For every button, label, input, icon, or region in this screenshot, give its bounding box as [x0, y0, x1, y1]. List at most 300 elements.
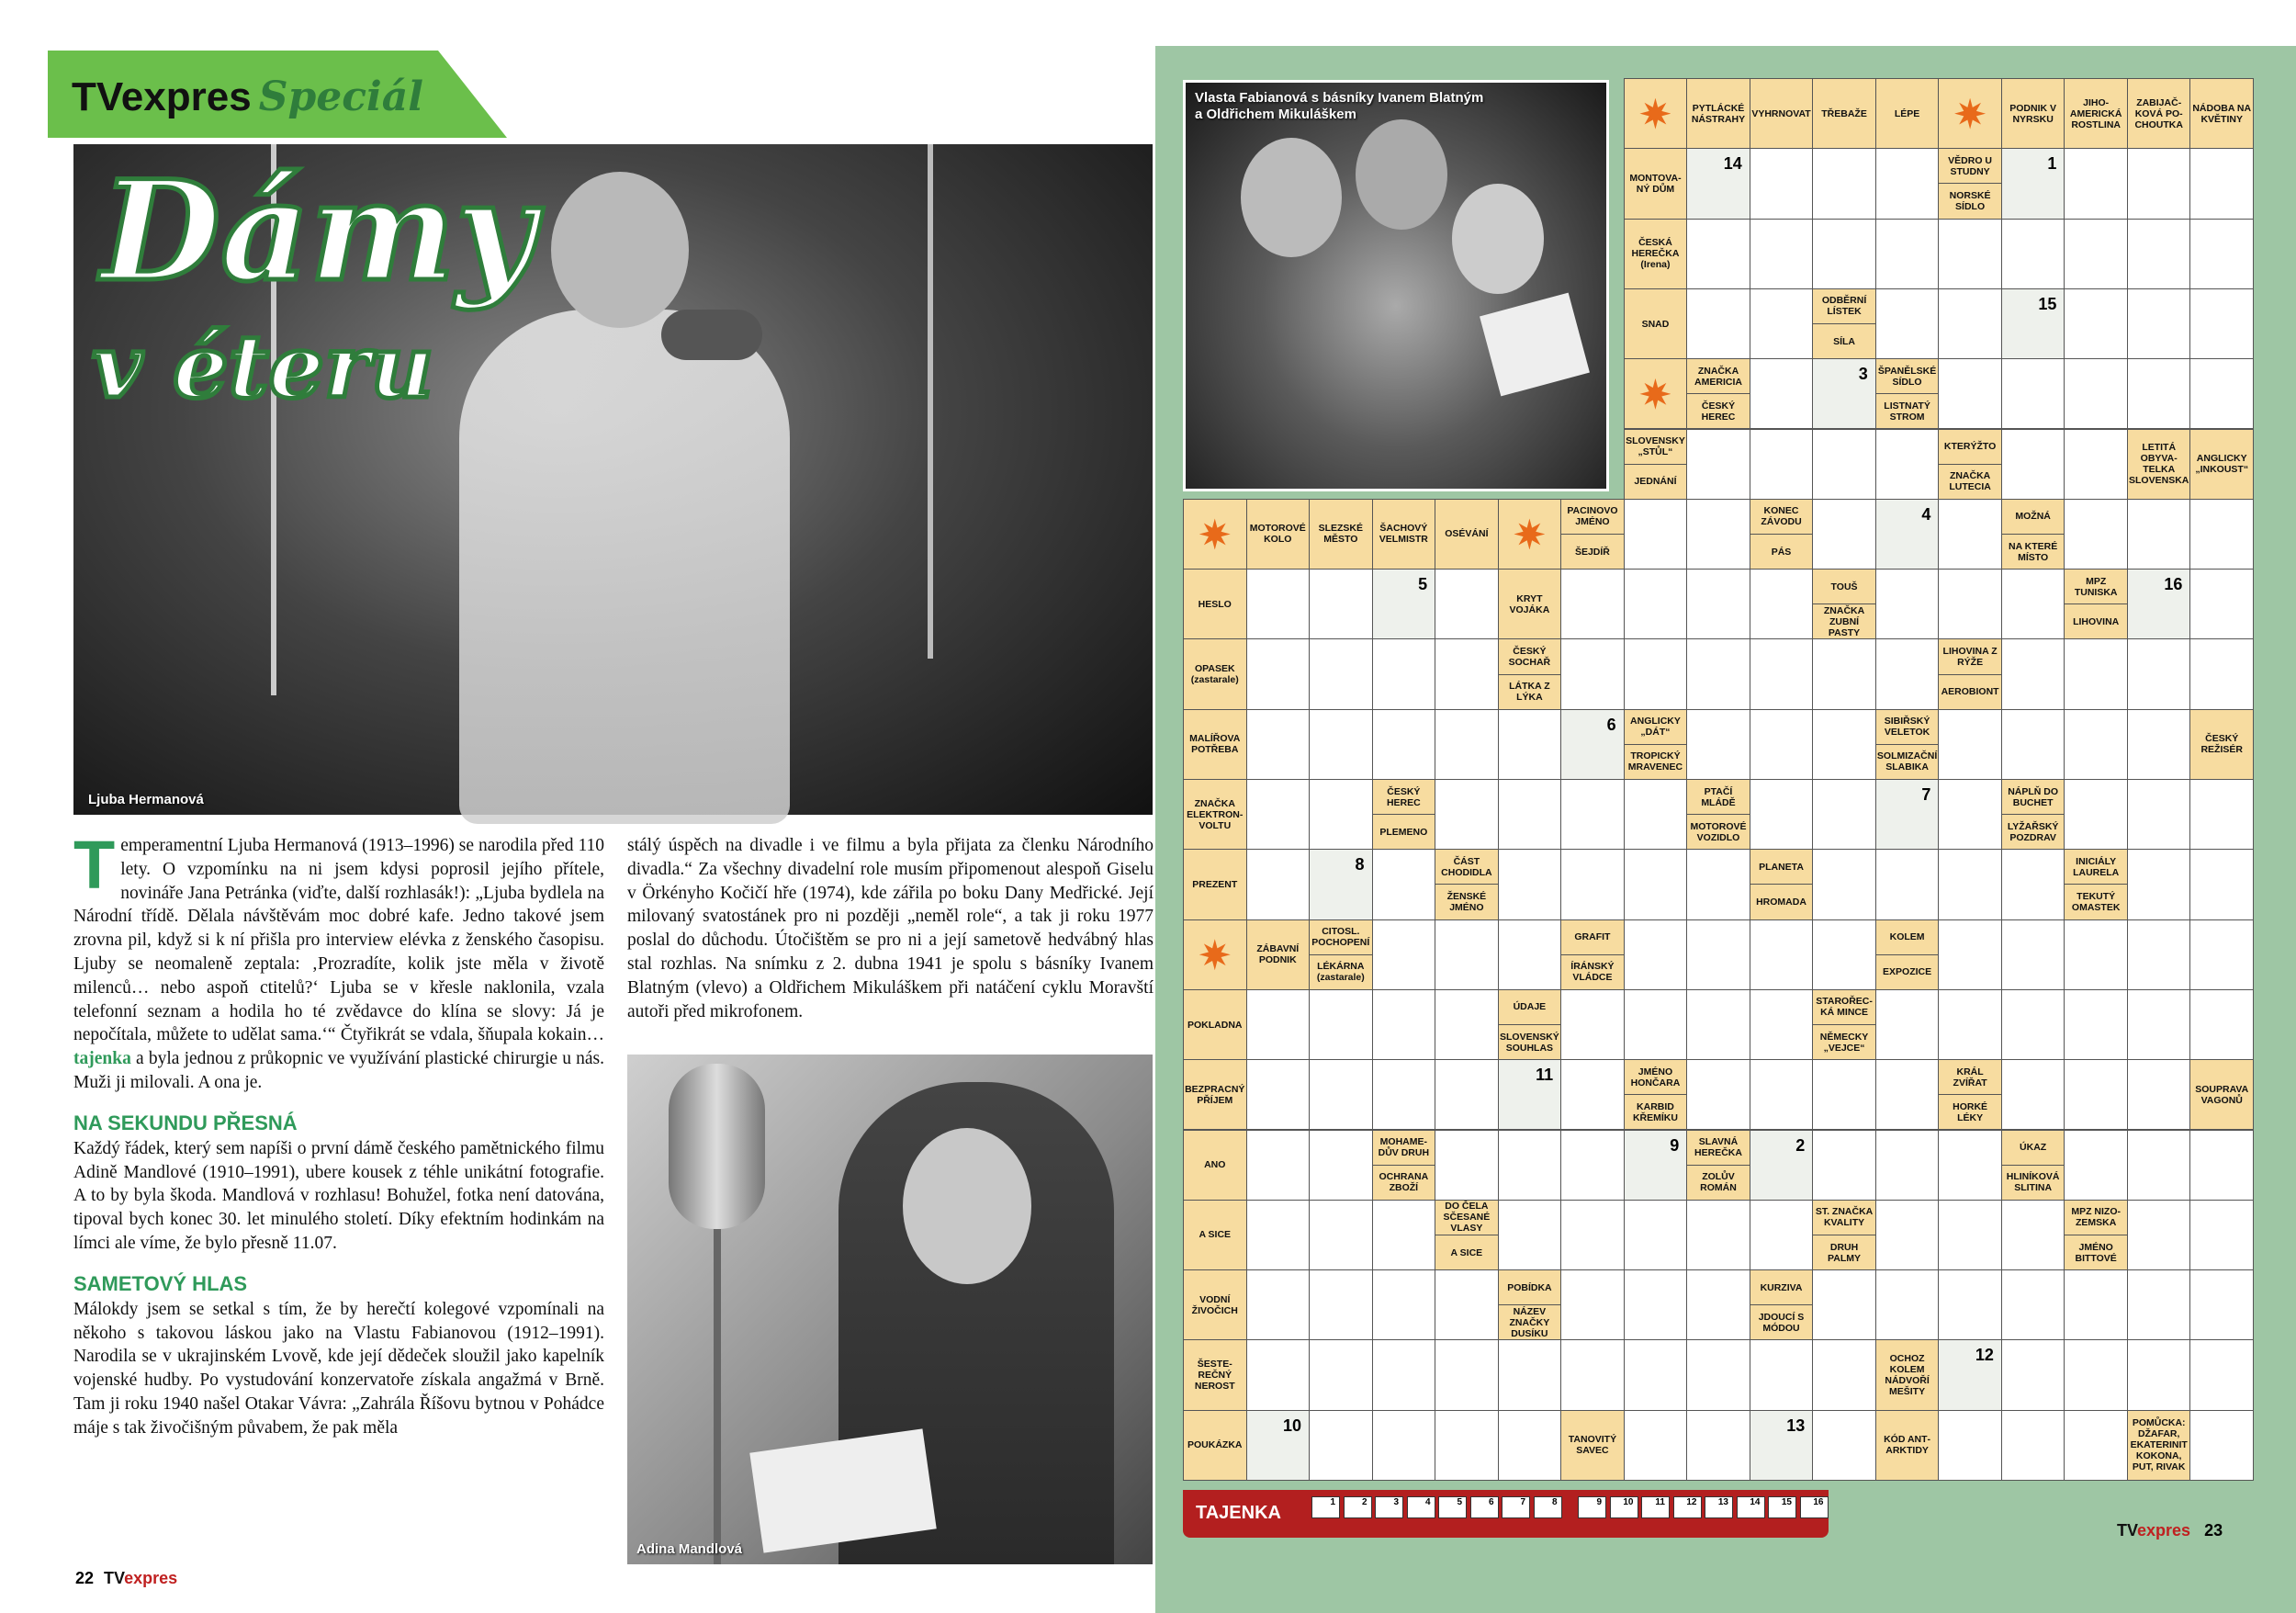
crossword-answer-cell[interactable]	[1246, 1200, 1311, 1270]
crossword-answer-cell[interactable]	[2127, 1339, 2191, 1410]
figure-head	[551, 172, 689, 328]
crossword-answer-cell[interactable]	[1435, 709, 1499, 780]
crossword-answer-cell[interactable]	[1435, 1339, 1499, 1410]
crossword-answer-cell[interactable]	[2001, 1269, 2065, 1340]
crossword-answer-cell[interactable]	[2001, 849, 2065, 919]
crossword-answer-cell[interactable]	[1750, 1059, 1814, 1130]
crossword-answer-cell[interactable]	[1309, 1200, 1373, 1270]
crossword-clue-cell	[1624, 288, 1688, 359]
crossword-answer-cell[interactable]	[1875, 429, 1940, 500]
crossword-numbered-cell[interactable]	[1750, 1410, 1814, 1481]
crossword-answer-cell[interactable]	[2189, 1339, 2254, 1410]
crossword-answer-cell[interactable]	[1812, 499, 1876, 570]
crossword-answer-cell[interactable]	[1309, 779, 1373, 850]
sun-icon-cell	[1938, 78, 2002, 149]
crossword-answer-cell[interactable]	[1309, 569, 1373, 639]
crossword-answer-cell[interactable]	[2127, 638, 2191, 709]
clue-text: SLOVENSKÝ SOUHLAS	[1499, 1024, 1561, 1059]
crossword-answer-cell[interactable]	[2189, 1130, 2254, 1201]
crossword-answer-cell[interactable]	[1686, 288, 1750, 359]
crossword-answer-cell[interactable]	[1560, 1339, 1625, 1410]
clue-text: NA KTERÉ MÍSTO	[2002, 534, 2065, 569]
crossword-answer-cell[interactable]	[1750, 429, 1814, 500]
crossword-answer-cell[interactable]	[1309, 638, 1373, 709]
crossword-answer-cell[interactable]	[1309, 709, 1373, 780]
crossword-answer-cell[interactable]	[2064, 1339, 2128, 1410]
cell-number: 2	[1795, 1135, 1806, 1155]
crossword-clue-cell	[1498, 569, 1562, 639]
crossword-numbered-cell[interactable]	[1498, 1059, 1562, 1130]
tajenka-box[interactable]: 6	[1470, 1496, 1499, 1518]
crossword-answer-cell[interactable]	[2001, 638, 2065, 709]
crossword-answer-cell[interactable]	[2064, 709, 2128, 780]
crossword-answer-cell[interactable]	[1560, 1130, 1625, 1201]
crossword-answer-cell[interactable]	[1750, 358, 1814, 429]
figure-body	[459, 310, 790, 824]
crossword-answer-cell[interactable]	[1875, 1200, 1940, 1270]
crossword-answer-cell[interactable]	[1938, 288, 2002, 359]
crossword-answer-cell[interactable]	[1372, 709, 1436, 780]
crossword-answer-cell[interactable]	[2064, 989, 2128, 1060]
crossword-answer-cell[interactable]	[1875, 1130, 1940, 1201]
crossword-numbered-cell[interactable]	[2001, 288, 2065, 359]
crossword-answer-cell[interactable]	[1812, 1269, 1876, 1340]
crossword-answer-cell[interactable]	[2064, 429, 2128, 500]
crossword-answer-cell[interactable]	[2001, 989, 2065, 1060]
crossword-answer-cell[interactable]	[2064, 1059, 2128, 1130]
crossword-answer-cell[interactable]	[1812, 1410, 1876, 1481]
crossword-answer-cell[interactable]	[1309, 989, 1373, 1060]
crossword-answer-cell[interactable]	[1750, 148, 1814, 219]
crossword-answer-cell[interactable]	[1875, 638, 1940, 709]
crossword-answer-cell[interactable]	[2127, 148, 2191, 219]
crossword-answer-cell[interactable]	[1686, 1410, 1750, 1481]
crossword-answer-cell[interactable]	[1498, 779, 1562, 850]
crossword-answer-cell[interactable]	[1624, 989, 1688, 1060]
crossword-answer-cell[interactable]	[2001, 219, 2065, 289]
crossword-answer-cell[interactable]	[1812, 1339, 1876, 1410]
crossword-answer-cell[interactable]	[1686, 499, 1750, 570]
crossword-answer-cell[interactable]	[2064, 499, 2128, 570]
crossword-answer-cell[interactable]	[1560, 1200, 1625, 1270]
crossword-answer-cell[interactable]	[2189, 1269, 2254, 1340]
brand-expres: expres	[120, 74, 252, 119]
crossword-answer-cell[interactable]	[1812, 429, 1876, 500]
crossword-answer-cell[interactable]	[2001, 1200, 2065, 1270]
crossword-answer-cell[interactable]	[2064, 148, 2128, 219]
cell-number: 16	[2164, 575, 2183, 594]
crossword-numbered-cell[interactable]	[1938, 1339, 2002, 1410]
crossword-answer-cell[interactable]	[1938, 989, 2002, 1060]
crossword-answer-cell[interactable]	[2001, 919, 2065, 990]
folio-brand-tv: TV	[104, 1569, 125, 1587]
article-column-2	[627, 834, 1154, 1023]
crossword-numbered-cell[interactable]	[1309, 849, 1373, 919]
crossword-answer-cell[interactable]	[2189, 779, 2254, 850]
clue-text: ČÁST CHODIDLA	[1441, 855, 1492, 878]
crossword-answer-cell[interactable]	[2189, 638, 2254, 709]
clue-text: ČESKÁ HEREČKA (Irena)	[1631, 237, 1680, 271]
crossword-answer-cell[interactable]	[1812, 148, 1876, 219]
crossword-answer-cell[interactable]	[1875, 1059, 1940, 1130]
crossword-answer-cell[interactable]	[1812, 849, 1876, 919]
crossword-answer-cell[interactable]	[2127, 1200, 2191, 1270]
crossword-answer-cell[interactable]	[2127, 358, 2191, 429]
crossword-clue-cell	[1875, 78, 1940, 149]
crossword-clue-cell	[1309, 499, 1373, 570]
crossword-answer-cell[interactable]	[1686, 569, 1750, 639]
crossword-answer-cell[interactable]	[1938, 779, 2002, 850]
crossword-answer-cell[interactable]	[1624, 849, 1688, 919]
tajenka-box[interactable]: 3	[1375, 1496, 1403, 1518]
crossword-numbered-cell[interactable]	[1686, 148, 1750, 219]
crossword-answer-cell[interactable]	[1624, 1339, 1688, 1410]
crossword-clue-cell	[1812, 288, 1876, 359]
tajenka-box[interactable]: 10	[1610, 1496, 1638, 1518]
crossword-answer-cell[interactable]	[1938, 849, 2002, 919]
crossword-clue-cell	[1624, 219, 1688, 289]
crossword-numbered-cell[interactable]	[1560, 709, 1625, 780]
crossword-answer-cell[interactable]	[1246, 849, 1311, 919]
crossword-answer-cell[interactable]	[1498, 1130, 1562, 1201]
crossword-answer-cell[interactable]	[1435, 1130, 1499, 1201]
crossword-answer-cell[interactable]	[1372, 989, 1436, 1060]
clue-text: KÓD ANTARKTIDY	[1884, 1434, 1931, 1457]
crossword-answer-cell[interactable]	[1750, 779, 1814, 850]
crossword-answer-cell[interactable]	[1372, 919, 1436, 990]
cell-number: 3	[1858, 365, 1868, 384]
crossword-answer-cell[interactable]	[1624, 569, 1688, 639]
crossword-clue-cell	[1938, 148, 2002, 219]
tajenka-box[interactable]: 11	[1641, 1496, 1670, 1518]
crossword-answer-cell[interactable]	[2001, 569, 2065, 639]
crossword-answer-cell[interactable]	[2189, 849, 2254, 919]
crossword-answer-cell[interactable]	[1435, 638, 1499, 709]
crossword-answer-cell[interactable]	[1246, 1059, 1311, 1130]
crossword-clue-cell	[1183, 638, 1247, 709]
crossword-answer-cell[interactable]	[2127, 1059, 2191, 1130]
crossword-clue-cell	[1875, 1339, 1940, 1410]
clue-text: ÚKAZ	[2020, 1142, 2047, 1154]
clue-text: KRYT VOJÁKA	[1509, 592, 1550, 615]
clue-text: ŠACHOVÝ VELMISTR	[1379, 523, 1428, 546]
crossword-answer-cell[interactable]	[2001, 429, 2065, 500]
crossword-answer-cell[interactable]	[2127, 779, 2191, 850]
crossword-answer-cell[interactable]	[1812, 1130, 1876, 1201]
crossword-answer-cell[interactable]	[1624, 779, 1688, 850]
crossword-numbered-cell[interactable]	[2001, 148, 2065, 219]
crossword-answer-cell[interactable]	[2064, 1130, 2128, 1201]
crossword-answer-cell[interactable]	[1246, 638, 1311, 709]
crossword-answer-cell[interactable]	[2127, 709, 2191, 780]
crossword-answer-cell[interactable]	[1812, 919, 1876, 990]
crossword-answer-cell[interactable]	[1498, 1410, 1562, 1481]
clue-text: ŠEJDÍŘ	[1561, 534, 1624, 569]
crossword-answer-cell[interactable]	[1372, 1410, 1436, 1481]
crossword-answer-cell[interactable]	[1246, 1339, 1311, 1410]
crossword-answer-cell[interactable]	[1686, 219, 1750, 289]
crossword-answer-cell[interactable]	[1938, 499, 2002, 570]
crossword-answer-cell[interactable]	[1309, 1130, 1373, 1201]
tajenka-box[interactable]: 2	[1344, 1496, 1372, 1518]
crossword-numbered-cell[interactable]	[1875, 779, 1940, 850]
crossword-answer-cell[interactable]	[2001, 1410, 2065, 1481]
crossword-answer-cell[interactable]	[1938, 919, 2002, 990]
crossword-answer-cell[interactable]	[1372, 849, 1436, 919]
crossword-clue-cell	[1624, 1059, 1688, 1130]
crossword-clue-cell	[1183, 849, 1247, 919]
crossword-answer-cell[interactable]	[1560, 569, 1625, 639]
clue-text: JMÉNO HONČARA	[1630, 1066, 1681, 1088]
crossword-answer-cell[interactable]	[2127, 919, 2191, 990]
crossword-answer-cell[interactable]	[1938, 569, 2002, 639]
crossword-answer-cell[interactable]	[1686, 1339, 1750, 1410]
clue-text: OSÉVÁNÍ	[1445, 528, 1489, 540]
crossword-answer-cell[interactable]	[1750, 569, 1814, 639]
crossword-clue-cell	[1812, 1200, 1876, 1270]
crossword-numbered-cell[interactable]	[1750, 1130, 1814, 1201]
crossword-answer-cell[interactable]	[1246, 1130, 1311, 1201]
crossword-answer-cell[interactable]	[1246, 569, 1311, 639]
clue-text: NÁPLŇ DO BUCHET	[2008, 785, 2059, 808]
crossword-answer-cell[interactable]	[1750, 989, 1814, 1060]
crossword-answer-cell[interactable]	[1812, 779, 1876, 850]
crossword-answer-cell[interactable]	[1686, 1059, 1750, 1130]
clue-text: SLAVNÁ HEREČKA	[1694, 1136, 1742, 1159]
tajenka-box[interactable]: 12	[1673, 1496, 1702, 1518]
crossword-answer-cell[interactable]	[1812, 1059, 1876, 1130]
crossword-answer-cell[interactable]	[1498, 919, 1562, 990]
crossword-answer-cell[interactable]	[1938, 219, 2002, 289]
crossword-answer-cell[interactable]	[2001, 1059, 2065, 1130]
crossword-clue-cell	[1938, 429, 2002, 500]
crossword-answer-cell[interactable]	[1246, 779, 1311, 850]
crossword-clue-cell	[1183, 1339, 1247, 1410]
crossword-answer-cell[interactable]	[1938, 1200, 2002, 1270]
tajenka-box[interactable]: 1	[1311, 1496, 1340, 1518]
crossword-answer-cell[interactable]	[1309, 1269, 1373, 1340]
crossword-answer-cell[interactable]	[1435, 1269, 1499, 1340]
crossword-answer-cell[interactable]	[1560, 779, 1625, 850]
crossword-answer-cell[interactable]	[2127, 219, 2191, 289]
crossword-answer-cell[interactable]	[1372, 638, 1436, 709]
crossword-answer-cell[interactable]	[1938, 358, 2002, 429]
crossword-answer-cell[interactable]	[1435, 919, 1499, 990]
crossword-answer-cell[interactable]	[1686, 638, 1750, 709]
crossword-answer-cell[interactable]	[1812, 638, 1876, 709]
crossword-answer-cell[interactable]	[2189, 989, 2254, 1060]
crossword-answer-cell[interactable]	[1498, 709, 1562, 780]
crossword-answer-cell[interactable]	[2001, 358, 2065, 429]
crossword-numbered-cell[interactable]	[2127, 569, 2191, 639]
crossword-answer-cell[interactable]	[2001, 1339, 2065, 1410]
crossword-answer-cell[interactable]	[1750, 219, 1814, 289]
crossword-answer-cell[interactable]	[2189, 569, 2254, 639]
clue-text: MOTOROVÉ KOLO	[1249, 523, 1306, 546]
clue-text: SÍLA	[1813, 323, 1875, 358]
clue-text: MOŽNÁ	[2015, 511, 2051, 523]
tajenka-box[interactable]: 7	[1502, 1496, 1530, 1518]
crossword-answer-cell[interactable]	[1624, 638, 1688, 709]
crossword-answer-cell[interactable]	[1309, 1059, 1373, 1130]
crossword-answer-cell[interactable]	[1498, 849, 1562, 919]
crossword-clue-cell	[1938, 1059, 2002, 1130]
tajenka-box[interactable]: 15	[1768, 1496, 1796, 1518]
crossword-answer-cell[interactable]	[2127, 288, 2191, 359]
crossword-clue-cell	[1812, 78, 1876, 149]
crossword-answer-cell[interactable]	[2064, 358, 2128, 429]
crossword-answer-cell[interactable]	[1435, 989, 1499, 1060]
crossword-answer-cell[interactable]	[1435, 569, 1499, 639]
crossword-answer-cell[interactable]	[1624, 1200, 1688, 1270]
crossword-answer-cell[interactable]	[2127, 849, 2191, 919]
clue-text: PLANETA	[1759, 861, 1804, 873]
crossword-answer-cell[interactable]	[2127, 499, 2191, 570]
crossword-answer-cell[interactable]	[2064, 288, 2128, 359]
folio-brand-expres: expres	[124, 1569, 178, 1587]
crossword-answer-cell[interactable]	[1686, 709, 1750, 780]
crossword-answer-cell[interactable]	[1938, 709, 2002, 780]
crossword-answer-cell[interactable]	[2064, 1269, 2128, 1340]
photo3-caption-line-1: Vlasta Fabianová s básníky Ivanem Blatným	[1195, 90, 1484, 106]
crossword-answer-cell[interactable]	[1750, 709, 1814, 780]
crossword-answer-cell[interactable]	[1560, 638, 1625, 709]
crossword-answer-cell[interactable]	[1686, 1200, 1750, 1270]
crossword-answer-cell[interactable]	[2127, 1269, 2191, 1340]
crossword-answer-cell[interactable]	[2064, 919, 2128, 990]
crossword-answer-cell[interactable]	[2189, 919, 2254, 990]
crossword-answer-cell[interactable]	[1812, 219, 1876, 289]
clue-text: JMÉNO BITTOVÉ	[2065, 1235, 2127, 1269]
crossword-clue-cell	[2064, 849, 2128, 919]
crossword-answer-cell[interactable]	[2189, 358, 2254, 429]
crossword-answer-cell[interactable]	[1875, 989, 1940, 1060]
crossword-answer-cell[interactable]	[1560, 989, 1625, 1060]
crossword-clue-cell	[1498, 638, 1562, 709]
crossword-answer-cell[interactable]	[1875, 288, 1940, 359]
clue-text: LIHOVINA Z RÝŽE	[1942, 645, 1998, 668]
crossword-answer-cell[interactable]	[1686, 849, 1750, 919]
clue-text: DRUH PALMY	[1813, 1235, 1875, 1269]
crossword-numbered-cell[interactable]	[1812, 358, 1876, 429]
crossword-answer-cell[interactable]	[1686, 919, 1750, 990]
crossword-answer-cell[interactable]	[1560, 1269, 1625, 1340]
crossword-answer-cell[interactable]	[1875, 219, 1940, 289]
tajenka-box[interactable]: 9	[1578, 1496, 1606, 1518]
crossword-answer-cell[interactable]	[1246, 709, 1311, 780]
crossword-clue-cell	[1435, 499, 1499, 570]
crossword-answer-cell[interactable]	[1875, 569, 1940, 639]
crossword-answer-cell[interactable]	[1560, 1059, 1625, 1130]
tajenka-box[interactable]: 4	[1407, 1496, 1435, 1518]
crossword-answer-cell[interactable]	[1372, 1200, 1436, 1270]
crossword-answer-cell[interactable]	[1372, 1269, 1436, 1340]
crossword-answer-cell[interactable]	[2127, 989, 2191, 1060]
crossword-numbered-cell[interactable]	[1875, 499, 1940, 570]
clue-text: SLEZSKÉ MĚSTO	[1318, 523, 1364, 546]
crossword-answer-cell[interactable]	[1624, 1269, 1688, 1340]
crossword-answer-cell[interactable]	[1750, 638, 1814, 709]
clue-text: TEKUTÝ OMASTEK	[2065, 884, 2127, 919]
crossword-answer-cell[interactable]	[1750, 1200, 1814, 1270]
crossword-answer-cell[interactable]	[1875, 849, 1940, 919]
crossword-clue-cell	[2064, 569, 2128, 639]
crossword-answer-cell[interactable]	[1560, 849, 1625, 919]
crossword-numbered-cell[interactable]	[1246, 1410, 1311, 1481]
crossword-answer-cell[interactable]	[2127, 1130, 2191, 1201]
crossword-answer-cell[interactable]	[1435, 1059, 1499, 1130]
crossword-clue-cell	[1372, 1130, 1436, 1201]
tajenka-box[interactable]: 14	[1737, 1496, 1765, 1518]
crossword-answer-cell[interactable]	[2064, 779, 2128, 850]
clue-text: SLOVENSKY „STŮL“	[1626, 435, 1685, 458]
crossword-answer-cell[interactable]	[1246, 1269, 1311, 1340]
clue-text: MOHAMEDŮV DRUH	[1378, 1136, 1430, 1159]
crossword-answer-cell[interactable]	[2189, 288, 2254, 359]
crossword-numbered-cell[interactable]	[1372, 569, 1436, 639]
crossword-answer-cell[interactable]	[1498, 1200, 1562, 1270]
crossword-answer-cell[interactable]	[1938, 1410, 2002, 1481]
crossword-answer-cell[interactable]	[1372, 1339, 1436, 1410]
crossword-answer-cell[interactable]	[1309, 1339, 1373, 1410]
title-line-1: Dámy	[101, 151, 536, 312]
crossword-answer-cell[interactable]	[1372, 1059, 1436, 1130]
crossword-answer-cell[interactable]	[1624, 499, 1688, 570]
crossword-numbered-cell[interactable]	[1624, 1130, 1688, 1201]
crossword-answer-cell[interactable]	[2064, 219, 2128, 289]
crossword-answer-cell[interactable]	[1624, 1410, 1688, 1481]
crossword-answer-cell[interactable]	[2189, 499, 2254, 570]
crossword-answer-cell[interactable]	[1686, 1269, 1750, 1340]
crossword-answer-cell[interactable]	[1812, 709, 1876, 780]
tajenka-box[interactable]: 8	[1534, 1496, 1562, 1518]
crossword-answer-cell[interactable]	[2189, 148, 2254, 219]
clue-text: NÁZEV ZNAČKY DUSÍKU	[1499, 1304, 1561, 1339]
crossword-answer-cell[interactable]	[1750, 1339, 1814, 1410]
clue-text: POUKÁZKA	[1187, 1439, 1243, 1451]
crossword-answer-cell[interactable]	[1750, 288, 1814, 359]
tajenka-box[interactable]: 5	[1438, 1496, 1467, 1518]
crossword-answer-cell[interactable]	[2001, 709, 2065, 780]
crossword-answer-cell[interactable]	[1686, 989, 1750, 1060]
crossword-answer-cell[interactable]	[1938, 1130, 2002, 1201]
intro-text: emperamentní Ljuba Hermanová (1913–1996) se narodila před 110 lety. O vzpomínku na ni jsem kdysi poprosil jejího přítele, novináře Jana Petránka (viďte, další rozhlasák!): „Ljuba bydlela na Národní třídě. Dělala návštěvám moc dobré kafe. Jedno takové jsem zrovna pil, když si k ní přišla pro interview elévka z ženského časopisu. Ljuby se neomaleně zeptala: ‚Prozradíte, kolik jste měla v životě milenců… nebo aspoň ctitelů?‘ Ljuba se v křesle naklonila, vzala telefonní seznam a hodila ho té zvědavce do klína se slovy: Já je nepočítala, můžete to udělat sama.‘“ Čtyřikrát se vdala, šňupala kokain…	[73, 836, 604, 1045]
crossword-clue-cell	[1246, 499, 1311, 570]
crossword-answer-cell[interactable]	[1435, 779, 1499, 850]
crossword-answer-cell[interactable]	[1750, 919, 1814, 990]
crossword-answer-cell[interactable]	[1246, 989, 1311, 1060]
crossword-clue-cell	[1183, 1059, 1247, 1130]
crossword-answer-cell[interactable]	[1435, 1410, 1499, 1481]
crossword-answer-cell[interactable]	[1686, 429, 1750, 500]
crossword-answer-cell[interactable]	[2189, 1200, 2254, 1270]
person-blatny-head	[1241, 138, 1342, 257]
crossword-answer-cell[interactable]	[1875, 1269, 1940, 1340]
crossword-answer-cell[interactable]	[2189, 1410, 2254, 1481]
crossword-answer-cell[interactable]	[2064, 1410, 2128, 1481]
crossword-answer-cell[interactable]	[1624, 919, 1688, 990]
tajenka-box[interactable]: 16	[1800, 1496, 1829, 1518]
crossword-answer-cell[interactable]	[1938, 1269, 2002, 1340]
crossword-answer-cell[interactable]	[2189, 219, 2254, 289]
crossword-answer-cell[interactable]	[1498, 1339, 1562, 1410]
clue-text: KTERÝŽTO	[1943, 441, 1997, 453]
tajenka-box[interactable]: 13	[1705, 1496, 1733, 1518]
crossword-answer-cell[interactable]	[1875, 148, 1940, 219]
crossword-answer-cell[interactable]	[2064, 638, 2128, 709]
crossword-answer-cell[interactable]	[1309, 1410, 1373, 1481]
photo-vlasta-fabianova	[1183, 80, 1609, 491]
